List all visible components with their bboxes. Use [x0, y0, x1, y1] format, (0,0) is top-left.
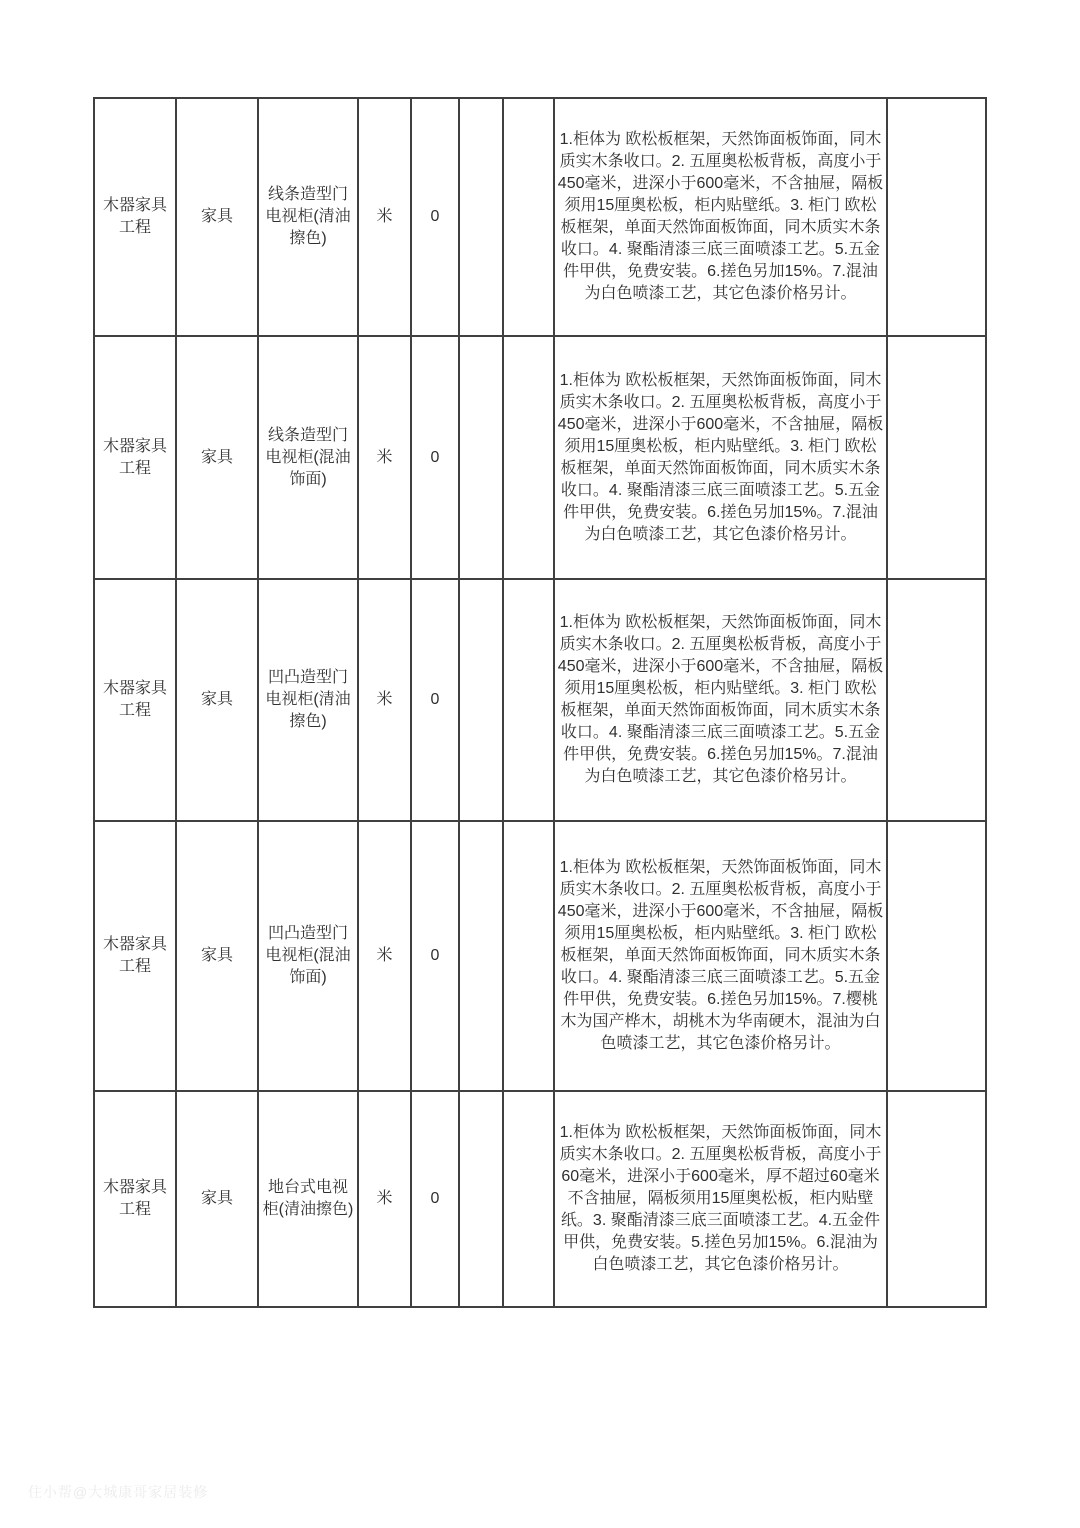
unit-text: 米: [376, 448, 393, 466]
cell-empty: [459, 336, 503, 579]
table-row: [94, 821, 986, 1091]
cell-subcategory: [176, 821, 258, 1091]
cell-subcategory: [176, 1091, 258, 1307]
category-text: 木器家具工程: [103, 437, 168, 477]
cell-subcategory: [176, 336, 258, 579]
watermark: 住小帮@大城康哥家居装修: [28, 1484, 209, 1500]
category-text: 木器家具工程: [103, 197, 168, 236]
item-name-text: 线条造型门电视柜(清油擦色): [265, 186, 351, 247]
cell-description: [554, 579, 887, 821]
cell-empty: [503, 579, 554, 821]
cell-category: [94, 336, 176, 579]
cell-unit: [358, 579, 411, 821]
cell-empty: [459, 579, 503, 821]
cell-description: [554, 336, 887, 579]
table-row: [94, 579, 986, 821]
quantity-text: 0: [430, 947, 440, 964]
cell-quantity: [411, 1091, 459, 1307]
cell-category: [94, 579, 176, 821]
unit-text: 米: [376, 691, 393, 708]
cell-item-name: [258, 821, 358, 1091]
cell-item-name: [258, 1091, 358, 1307]
subcategory-text: 家具: [200, 947, 233, 964]
item-name-text: 线条造型门电视柜(混油饰面): [265, 426, 351, 488]
description-text: 1.柜体为 欧松板框架，天然饰面板饰面，同木质实木条收口。2. 五厘奥松板背板，高度小于450毫米，进深小于600毫米，不含抽屉，隔板须用15厘奥松板，柜内贴壁纸。3. 柜门 欧松板框架，单面天然饰面板饰面，同木质实木条收口。4. 聚酯清漆三底三面喷漆工艺。5.五金件甲供，免费安装。6.搓色另加15%。7.混油为白色喷漆工艺，其它色漆价格另计。: [557, 131, 884, 302]
cell-description: [554, 98, 887, 336]
cell-remark: [887, 821, 986, 1091]
quantity-text: 0: [430, 1190, 440, 1207]
item-name-text: 凹凸造型门电视柜(混油饰面): [265, 925, 351, 986]
cell-empty: [503, 821, 554, 1091]
cell-subcategory: [176, 98, 258, 336]
table-row: [94, 336, 986, 579]
cell-quantity: [411, 336, 459, 579]
subcategory-text: 家具: [200, 1190, 233, 1207]
unit-text: 米: [376, 208, 393, 225]
cell-quantity: [411, 579, 459, 821]
description-text: 1.柜体为 欧松板框架，天然饰面板饰面，同木质实木条收口。2. 五厘奥松板背板，高度小于60毫米，进深小于600毫米，厚不超过60毫米不含抽屉，隔板须用15厘奥松板，柜内贴壁纸。3. 聚酯清漆三底三面喷漆工艺。4.五金件甲供，免费安装。5.搓色另加15%。6.混油为白色喷漆工艺，其它色漆价格另计。: [559, 1124, 882, 1273]
item-name-text: 地台式电视柜(清油擦色): [262, 1179, 354, 1218]
cell-empty: [503, 336, 554, 579]
unit-text: 米: [376, 1190, 393, 1207]
subcategory-text: 家具: [200, 691, 233, 708]
cell-category: [94, 1091, 176, 1307]
cell-remark: [887, 579, 986, 821]
cell-empty: [459, 98, 503, 336]
description-text: 1.柜体为 欧松板框架，天然饰面板饰面，同木质实木条收口。2. 五厘奥松板背板，高度小于450毫米，进深小于600毫米，不含抽屉，隔板须用15厘奥松板，柜内贴壁纸。3. 柜门 欧松板框架，单面天然饰面板饰面，同木质实木条收口。4. 聚酯清漆三底三面喷漆工艺。5.五金件甲供，免费安装。6.搓色另加15%。7.混油为白色喷漆工艺，其它色漆价格另计。: [557, 371, 884, 543]
description-text: 1.柜体为 欧松板框架，天然饰面板饰面，同木质实木条收口。2. 五厘奥松板背板，高度小于450毫米，进深小于600毫米，不含抽屉，隔板须用15厘奥松板，柜内贴壁纸。3. 柜门 欧松板框架，单面天然饰面板饰面，同木质实木条收口。4. 聚酯清漆三底三面喷漆工艺。5.五金件甲供，免费安装。6.搓色另加15%。7.樱桃木为国产桦木，胡桃木为华南硬木，混油为白色喷漆工艺，其它色漆价格另计。: [557, 859, 884, 1052]
cell-remark: [887, 1091, 986, 1307]
cell-unit: [358, 821, 411, 1091]
cell-item-name: [258, 98, 358, 336]
cell-empty: [459, 821, 503, 1091]
cell-subcategory: [176, 579, 258, 821]
quantity-text: 0: [430, 691, 440, 708]
price-table: [93, 97, 987, 1308]
cell-empty: [459, 1091, 503, 1307]
category-text: 木器家具工程: [103, 680, 168, 719]
cell-unit: [358, 1091, 411, 1307]
cell-unit: [358, 336, 411, 579]
cell-remark: [887, 98, 986, 336]
cell-item-name: [258, 579, 358, 821]
item-name-text: 凹凸造型门电视柜(清油擦色): [265, 669, 351, 730]
category-text: 木器家具工程: [103, 1179, 168, 1218]
cell-quantity: [411, 98, 459, 336]
cell-remark: [887, 336, 986, 579]
table-row: [94, 98, 986, 336]
category-text: 木器家具工程: [103, 936, 168, 975]
cell-category: [94, 98, 176, 336]
cell-description: [554, 1091, 887, 1307]
cell-category: [94, 821, 176, 1091]
quantity-text: 0: [430, 208, 440, 225]
subcategory-text: 家具: [200, 208, 233, 225]
unit-text: 米: [376, 947, 393, 964]
cell-item-name: [258, 336, 358, 579]
cell-quantity: [411, 821, 459, 1091]
cell-empty: [503, 98, 554, 336]
quantity-text: 0: [430, 448, 440, 466]
subcategory-text: 家具: [200, 448, 233, 466]
cell-description: [554, 821, 887, 1091]
table-row: [94, 1091, 986, 1307]
cell-empty: [503, 1091, 554, 1307]
description-text: 1.柜体为 欧松板框架，天然饰面板饰面，同木质实木条收口。2. 五厘奥松板背板，高度小于450毫米，进深小于600毫米，不含抽屉，隔板须用15厘奥松板，柜内贴壁纸。3. 柜门 欧松板框架，单面天然饰面板饰面，同木质实木条收口。4. 聚酯清漆三底三面喷漆工艺。5.五金件甲供，免费安装。6.搓色另加15%。7.混油为白色喷漆工艺，其它色漆价格另计。: [557, 614, 884, 785]
cell-unit: [358, 98, 411, 336]
